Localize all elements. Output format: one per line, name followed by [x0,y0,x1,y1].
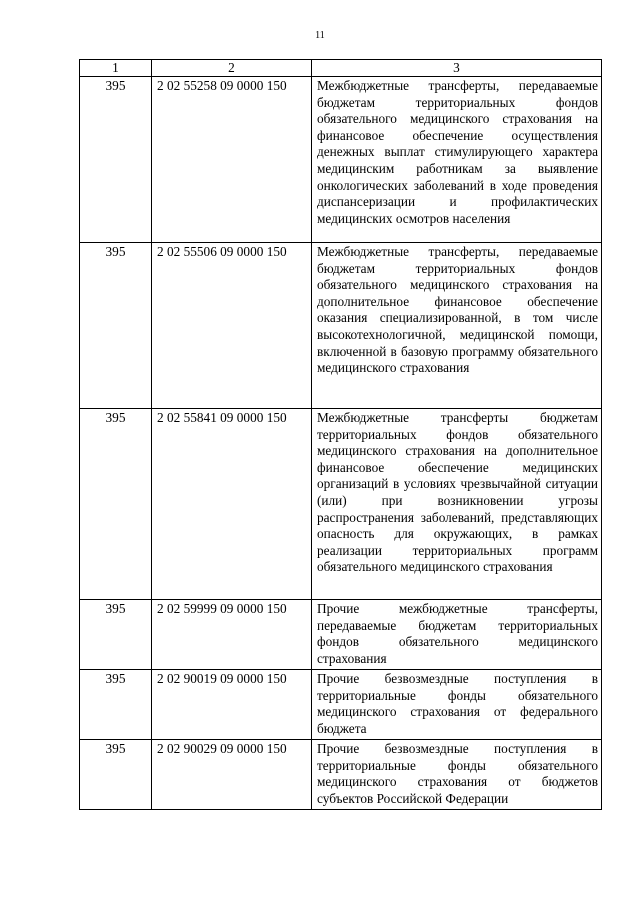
admin-code-cell: 395 [80,600,152,670]
budget-code-cell: 2 02 90019 09 0000 150 [152,670,312,740]
table-row [80,77,602,243]
budget-code-cell: 2 02 55841 09 0000 150 [152,409,312,600]
column-header-3: 3 [312,60,602,77]
budget-code-cell: 2 02 55258 09 0000 150 [152,77,312,243]
table-row [80,409,602,600]
admin-code-cell: 395 [80,740,152,810]
description-cell: Межбюджетные трансферты, передаваемые бюджетам территориальных фондов обязательного медицинского страхования на финансовое обеспечение осуществления денежных выплат стимулирующего характера медицинским работникам за выявление онкологических заболеваний в ходе проведения диспансеризации и профилактических медицинских осмотров населения [312,77,602,243]
admin-code-cell: 395 [80,409,152,600]
column-header-2: 2 [152,60,312,77]
admin-code-cell: 395 [80,243,152,409]
description-cell: Прочие безвозмездные поступления в территориальные фонды обязательного медицинского страхования от бюджетов субъектов Российской Федерации [312,740,602,810]
budget-code-cell: 2 02 55506 09 0000 150 [152,243,312,409]
table-row [80,670,602,740]
table-header-row [80,60,602,77]
admin-code-cell: 395 [80,77,152,243]
page-number: 11 [315,30,325,41]
admin-code-cell: 395 [80,670,152,740]
budget-code-cell: 2 02 59999 09 0000 150 [152,600,312,670]
revenue-codes-table [79,59,602,810]
table-row [80,600,602,670]
description-cell: Межбюджетные трансферты бюджетам территориальных фондов обязательного медицинского страхования на дополнительное финансовое обеспечение медицинских организаций в условиях чрезвычайной ситуации (или) при возникновении угрозы распространения заболеваний, представляющих опасность для окружающих, в рамках реализации территориальных программ обязательного медицинского страхования [312,409,602,600]
description-cell: Прочие безвозмездные поступления в территориальные фонды обязательного медицинского страхования от федерального бюджета [312,670,602,740]
column-header-1: 1 [80,60,152,77]
table-row [80,740,602,810]
description-cell: Прочие межбюджетные трансферты, передаваемые бюджетам территориальных фондов обязательного медицинского страхования [312,600,602,670]
description-cell: Межбюджетные трансферты, передаваемые бюджетам территориальных фондов обязательного медицинского страхования на дополнительное финансовое обеспечение оказания специализированной, в том числе высокотехнологичной, медицинской помощи, включенной в базовую программу обязательного медицинского страхования [312,243,602,409]
table-row [80,243,602,409]
budget-code-cell: 2 02 90029 09 0000 150 [152,740,312,810]
